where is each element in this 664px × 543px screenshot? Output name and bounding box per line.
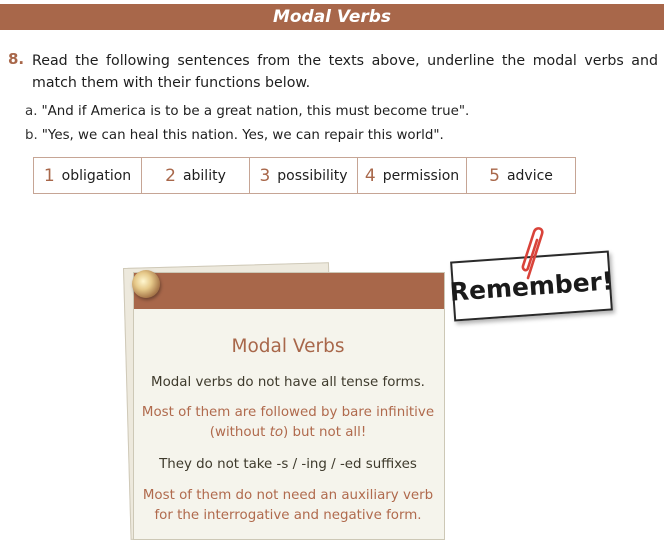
functions-table bbox=[33, 157, 576, 194]
exercise-number: 8. bbox=[8, 50, 25, 68]
section-title-bar bbox=[0, 4, 664, 30]
function-number: 5 bbox=[489, 165, 500, 186]
function-cell-ability bbox=[141, 158, 249, 193]
card-header-bar bbox=[134, 273, 444, 309]
function-cell-obligation bbox=[34, 158, 141, 193]
function-label: advice bbox=[506, 167, 553, 184]
rule-2-text: ) but not all! bbox=[283, 425, 367, 440]
section-title: Modal Verbs bbox=[272, 7, 392, 27]
rule-1: Modal verbs do not have all tense forms. bbox=[151, 375, 425, 390]
sentence-letter: b. bbox=[25, 128, 38, 143]
sentence-b bbox=[25, 128, 444, 143]
rule-2 bbox=[140, 403, 436, 443]
pushpin-icon bbox=[132, 270, 160, 298]
rule-4-line-2: for the interrogative and negative form. bbox=[154, 508, 422, 523]
rule-2-line-1: Most of them are followed by bare infinitive bbox=[141, 405, 435, 420]
rule-2-line-2 bbox=[140, 423, 436, 443]
function-number: 3 bbox=[259, 165, 271, 186]
rule-2-emphasis: to bbox=[269, 425, 284, 440]
sentence-text: "Yes, we can heal this nation. Yes, we can repair this world". bbox=[41, 128, 444, 143]
function-cell-possibility bbox=[249, 158, 357, 193]
exercise-instruction: Read the following sentences from the texts above, underline the modal verbs and match them with their functions below. bbox=[32, 53, 658, 91]
function-cell-advice bbox=[466, 158, 575, 193]
function-cell-permission bbox=[357, 158, 466, 193]
function-label: permission bbox=[382, 167, 460, 184]
sentence-text: "And if America is to be a great nation, this must become true". bbox=[41, 104, 470, 119]
rule-4-line-1: Most of them do not need an auxiliary verb bbox=[142, 488, 434, 503]
rule-2-text: (without bbox=[209, 425, 270, 440]
remember-badge-label: Remember! bbox=[448, 265, 615, 307]
function-number: 1 bbox=[43, 165, 55, 186]
function-label: ability bbox=[182, 167, 226, 184]
rule-4 bbox=[140, 486, 436, 526]
function-number: 4 bbox=[364, 165, 376, 186]
function-label: possibility bbox=[277, 167, 348, 184]
sentence-letter: a. bbox=[25, 104, 38, 119]
paperclip-icon bbox=[518, 226, 550, 282]
function-number: 2 bbox=[165, 165, 176, 186]
card-title: Modal Verbs bbox=[231, 336, 345, 357]
rule-3: They do not take -s / -ing / -ed suffixes bbox=[159, 457, 417, 472]
function-label: obligation bbox=[61, 167, 132, 184]
sentence-a bbox=[25, 104, 469, 119]
